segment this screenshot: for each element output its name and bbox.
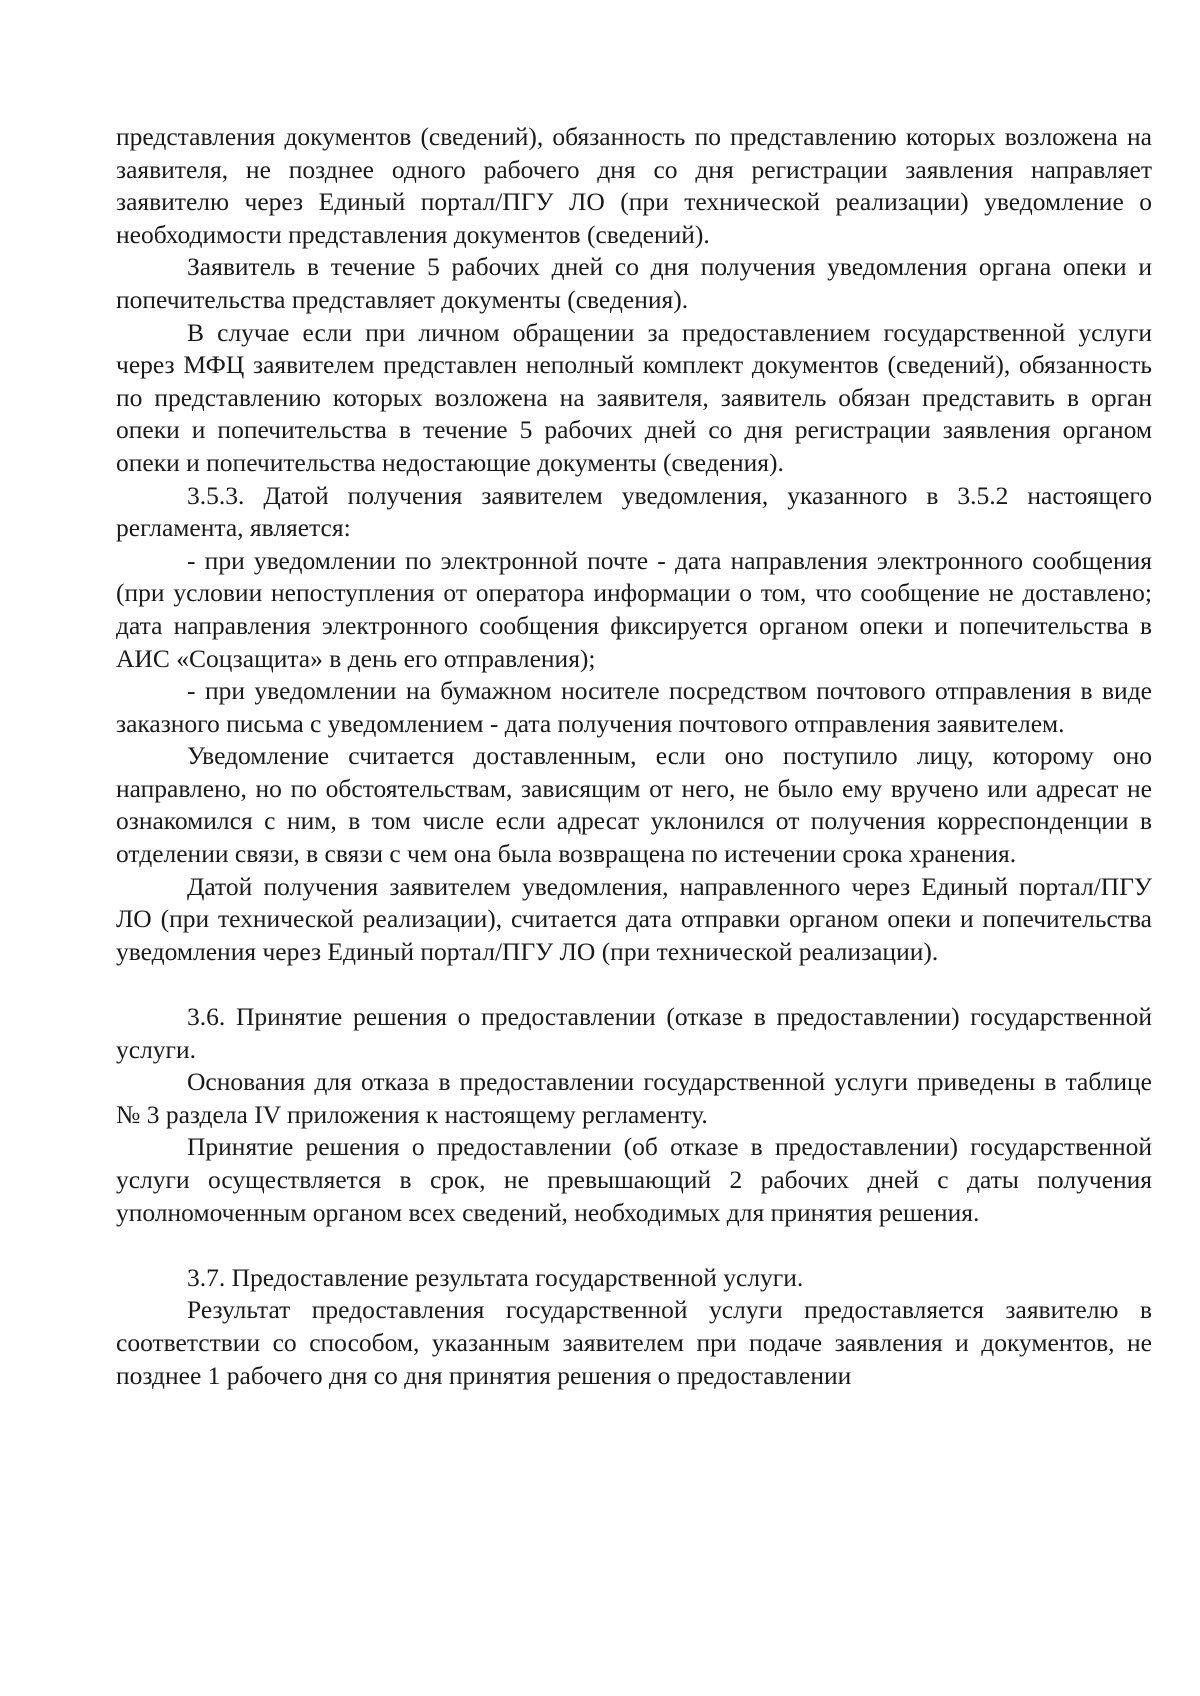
paragraph-delivered-notice: Уведомление считается доставленным, если оно поступило лицу, которому оно направлено, но по обстоятельствам, зависящим от него, не было ему вручено или адресат не ознакомился с ним, в том числе если адресат уклонился от получения корреспонденции в отделении связи, в связи с чем она была возвращена по истечении срока хранения. — [116, 741, 1152, 869]
paragraph-refusal-grounds: Основания для отказа в предоставлении государственной услуги приведены в таблице № 3 раздела IV приложения к настоящему регламенту. — [116, 1067, 1152, 1129]
section-heading-3-7: 3.7. Предоставление результата государственной услуги. — [187, 1262, 804, 1292]
document-body — [116, 121, 1152, 1392]
paragraph-mfc-incomplete: В случае если при личном обращении за предоставлением государственной услуги через МФЦ заявителем представлен неполный комплект документов (сведений), обязанность по представлению которых возложена на заявителя, заявитель обязан представить в орган опеки и попечительства в течение 5 рабочих дней со дня регистрации заявления органом опеки и попечительства недостающие документы (сведения). — [116, 317, 1152, 477]
paragraph-continuation: представления документов (сведений), обязанность по представлению которых возложена на заявителя, не позднее одного рабочего дня со дня регистрации заявления направляет заявителю через Единый портал/ПГУ ЛО (при технической реализации) уведомление о необходимости представления документов (сведений). — [116, 122, 1152, 249]
paragraph-3-5-3: 3.5.3. Датой получения заявителем уведомления, указанного в 3.5.2 настоящего регламента, является: — [116, 480, 1152, 543]
paragraph-portal-notice: Датой получения заявителем уведомления, направленного через Единый портал/ПГУ ЛО (при технической реализации), считается дата отправки органом опеки и попечительства уведомления через Единый портал/ПГУ ЛО (при технической реализации). — [116, 871, 1152, 966]
section-heading-3-6: 3.6. Принятие решения о предоставлении (отказе в предоставлении) государственной услуги. — [116, 1002, 1152, 1064]
paragraph-result-provision: Результат предоставления государственной услуги предоставляется заявителю в соответствии со способом, указанным заявителем при подаче заявления и документов, не позднее 1 рабочего дня со дня принятия решения о предоставлении — [116, 1295, 1152, 1390]
paragraph-decision-term: Принятие решения о предоставлении (об отказе в предоставлении) государственной услуги осуществляется в срок, не превышающий 2 рабочих дней с даты получения уполномоченным органом всех сведений, необходимых для принятия решения. — [116, 1132, 1152, 1227]
paragraph-applicant-5-days: Заявитель в течение 5 рабочих дней со дня получения уведомления органа опеки и попечительства представляет документы (сведения). — [116, 252, 1152, 314]
paragraph-email-notice: - при уведомлении по электронной почте - дата направления электронного сообщения (при условии непоступления от оператора информации о том, что сообщение не доставлено; дата направления электронного сообщения фиксируется органом опеки и попечительства в АИС «Соцзащита» в день его отправления); — [116, 545, 1152, 673]
paragraph-paper-notice: - при уведомлении на бумажном носителе посредством почтового отправления в виде заказного письма с уведомлением - дата получения почтового отправления заявителем. — [116, 676, 1152, 738]
